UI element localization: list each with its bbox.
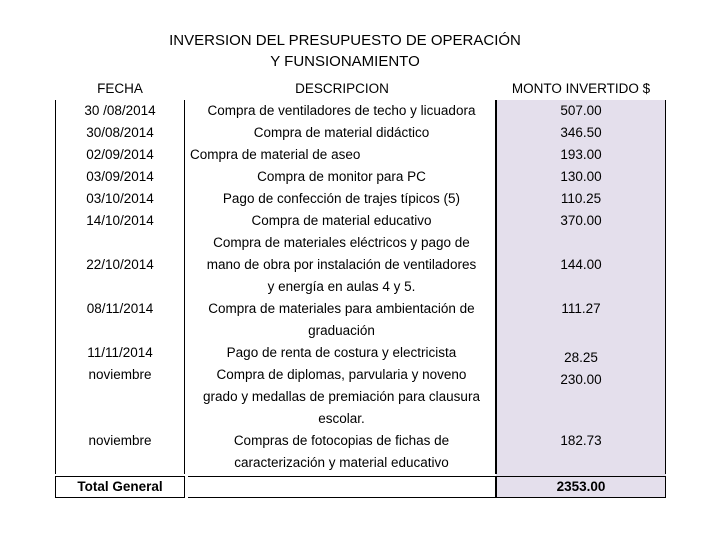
monto-cell: 370.00 (496, 210, 666, 232)
descripcion-cell (188, 342, 496, 364)
descripcion-line: Pago de renta de costura y electricista (226, 345, 457, 360)
descripcion-cell (188, 100, 496, 122)
monto-header: MONTO INVERTIDO $ (496, 78, 666, 100)
fecha-cell: noviembre (55, 364, 185, 430)
monto-cell: 346.50 (496, 122, 666, 144)
descripcion-cell (188, 166, 496, 188)
fecha-header: FECHA (97, 81, 143, 96)
monto-cell: 507.00 (496, 100, 666, 122)
descripcion-line: Compra de diplomas, parvularia y noveno (216, 367, 467, 382)
fecha-cell: 30 /08/2014 (55, 100, 185, 122)
fecha-cell: 22/10/2014 (55, 232, 185, 298)
descripcion-line: mano de obra por instalación de ventiladores (206, 257, 477, 272)
monto-cell: 130.00 (496, 166, 666, 188)
document-title: INVERSION DEL PRESUPUESTO DE OPERACIÓN (169, 32, 521, 49)
descripcion-cell (188, 144, 496, 166)
fecha-cell: 03/10/2014 (55, 188, 185, 210)
monto-cell: 110.25 (496, 188, 666, 210)
monto-cell: 182.73 (496, 430, 666, 474)
descripcion-line: Compra de material de aseo (190, 147, 361, 162)
descripcion-column (188, 78, 496, 498)
fecha-cell: 14/10/2014 (55, 210, 185, 232)
descripcion-line: Compra de materiales eléctricos y pago de (213, 235, 470, 250)
descripcion-cell (188, 430, 496, 474)
fecha-cell: 30/08/2014 (55, 122, 185, 144)
descripcion-cell (188, 364, 496, 430)
document-subtitle: Y FUNSIONAMIENTO (270, 53, 420, 70)
fecha-cell: 08/11/2014 (55, 298, 185, 342)
fecha-column (55, 78, 185, 498)
monto-cell: 193.00 (496, 144, 666, 166)
descripcion-line: caracterización y material educativo (234, 455, 449, 470)
descripcion-line: Compra de material didáctico (253, 125, 430, 140)
monto-column (496, 78, 666, 498)
descripcion-line: escolar. (318, 411, 365, 426)
total-label: Total General (55, 476, 185, 498)
monto-cell: 144.00 (496, 232, 666, 298)
monto-cell: 230.00 (496, 364, 666, 430)
total-description-cell (188, 476, 496, 498)
monto-cell: 111.27 (496, 298, 666, 342)
descripcion-line: y energía en aulas 4 y 5. (267, 279, 416, 294)
descripcion-line: graduación (308, 323, 375, 338)
descripcion-line: Compra de monitor para PC (257, 169, 426, 184)
fecha-cell: 02/09/2014 (55, 144, 185, 166)
total-monto: 2353.00 (496, 476, 666, 498)
descripcion-line: Compra de ventiladores de techo y licuadora (207, 103, 476, 118)
descripcion-line: Compra de material educativo (251, 213, 432, 228)
monto-cell: 28.25 (496, 342, 666, 364)
descripcion-line: Compra de materiales para ambientación de (208, 301, 475, 316)
descripcion-line: Pago de confección de trajes típicos (5) (222, 191, 461, 206)
descripcion-cell (188, 232, 496, 298)
descripcion-cell (188, 210, 496, 232)
descripcion-cell (188, 122, 496, 144)
fecha-cell: 11/11/2014 (55, 342, 185, 364)
budget-table (55, 78, 666, 498)
fecha-cell: 03/09/2014 (55, 166, 185, 188)
descripcion-cell (188, 298, 496, 342)
descripcion-header: DESCRIPCION (295, 81, 389, 96)
fecha-cell: noviembre (55, 430, 185, 474)
descripcion-line: grado y medallas de premiación para clausura (203, 389, 480, 404)
descripcion-line: Compras de fotocopias de fichas de (233, 433, 450, 448)
descripcion-cell (188, 188, 496, 210)
